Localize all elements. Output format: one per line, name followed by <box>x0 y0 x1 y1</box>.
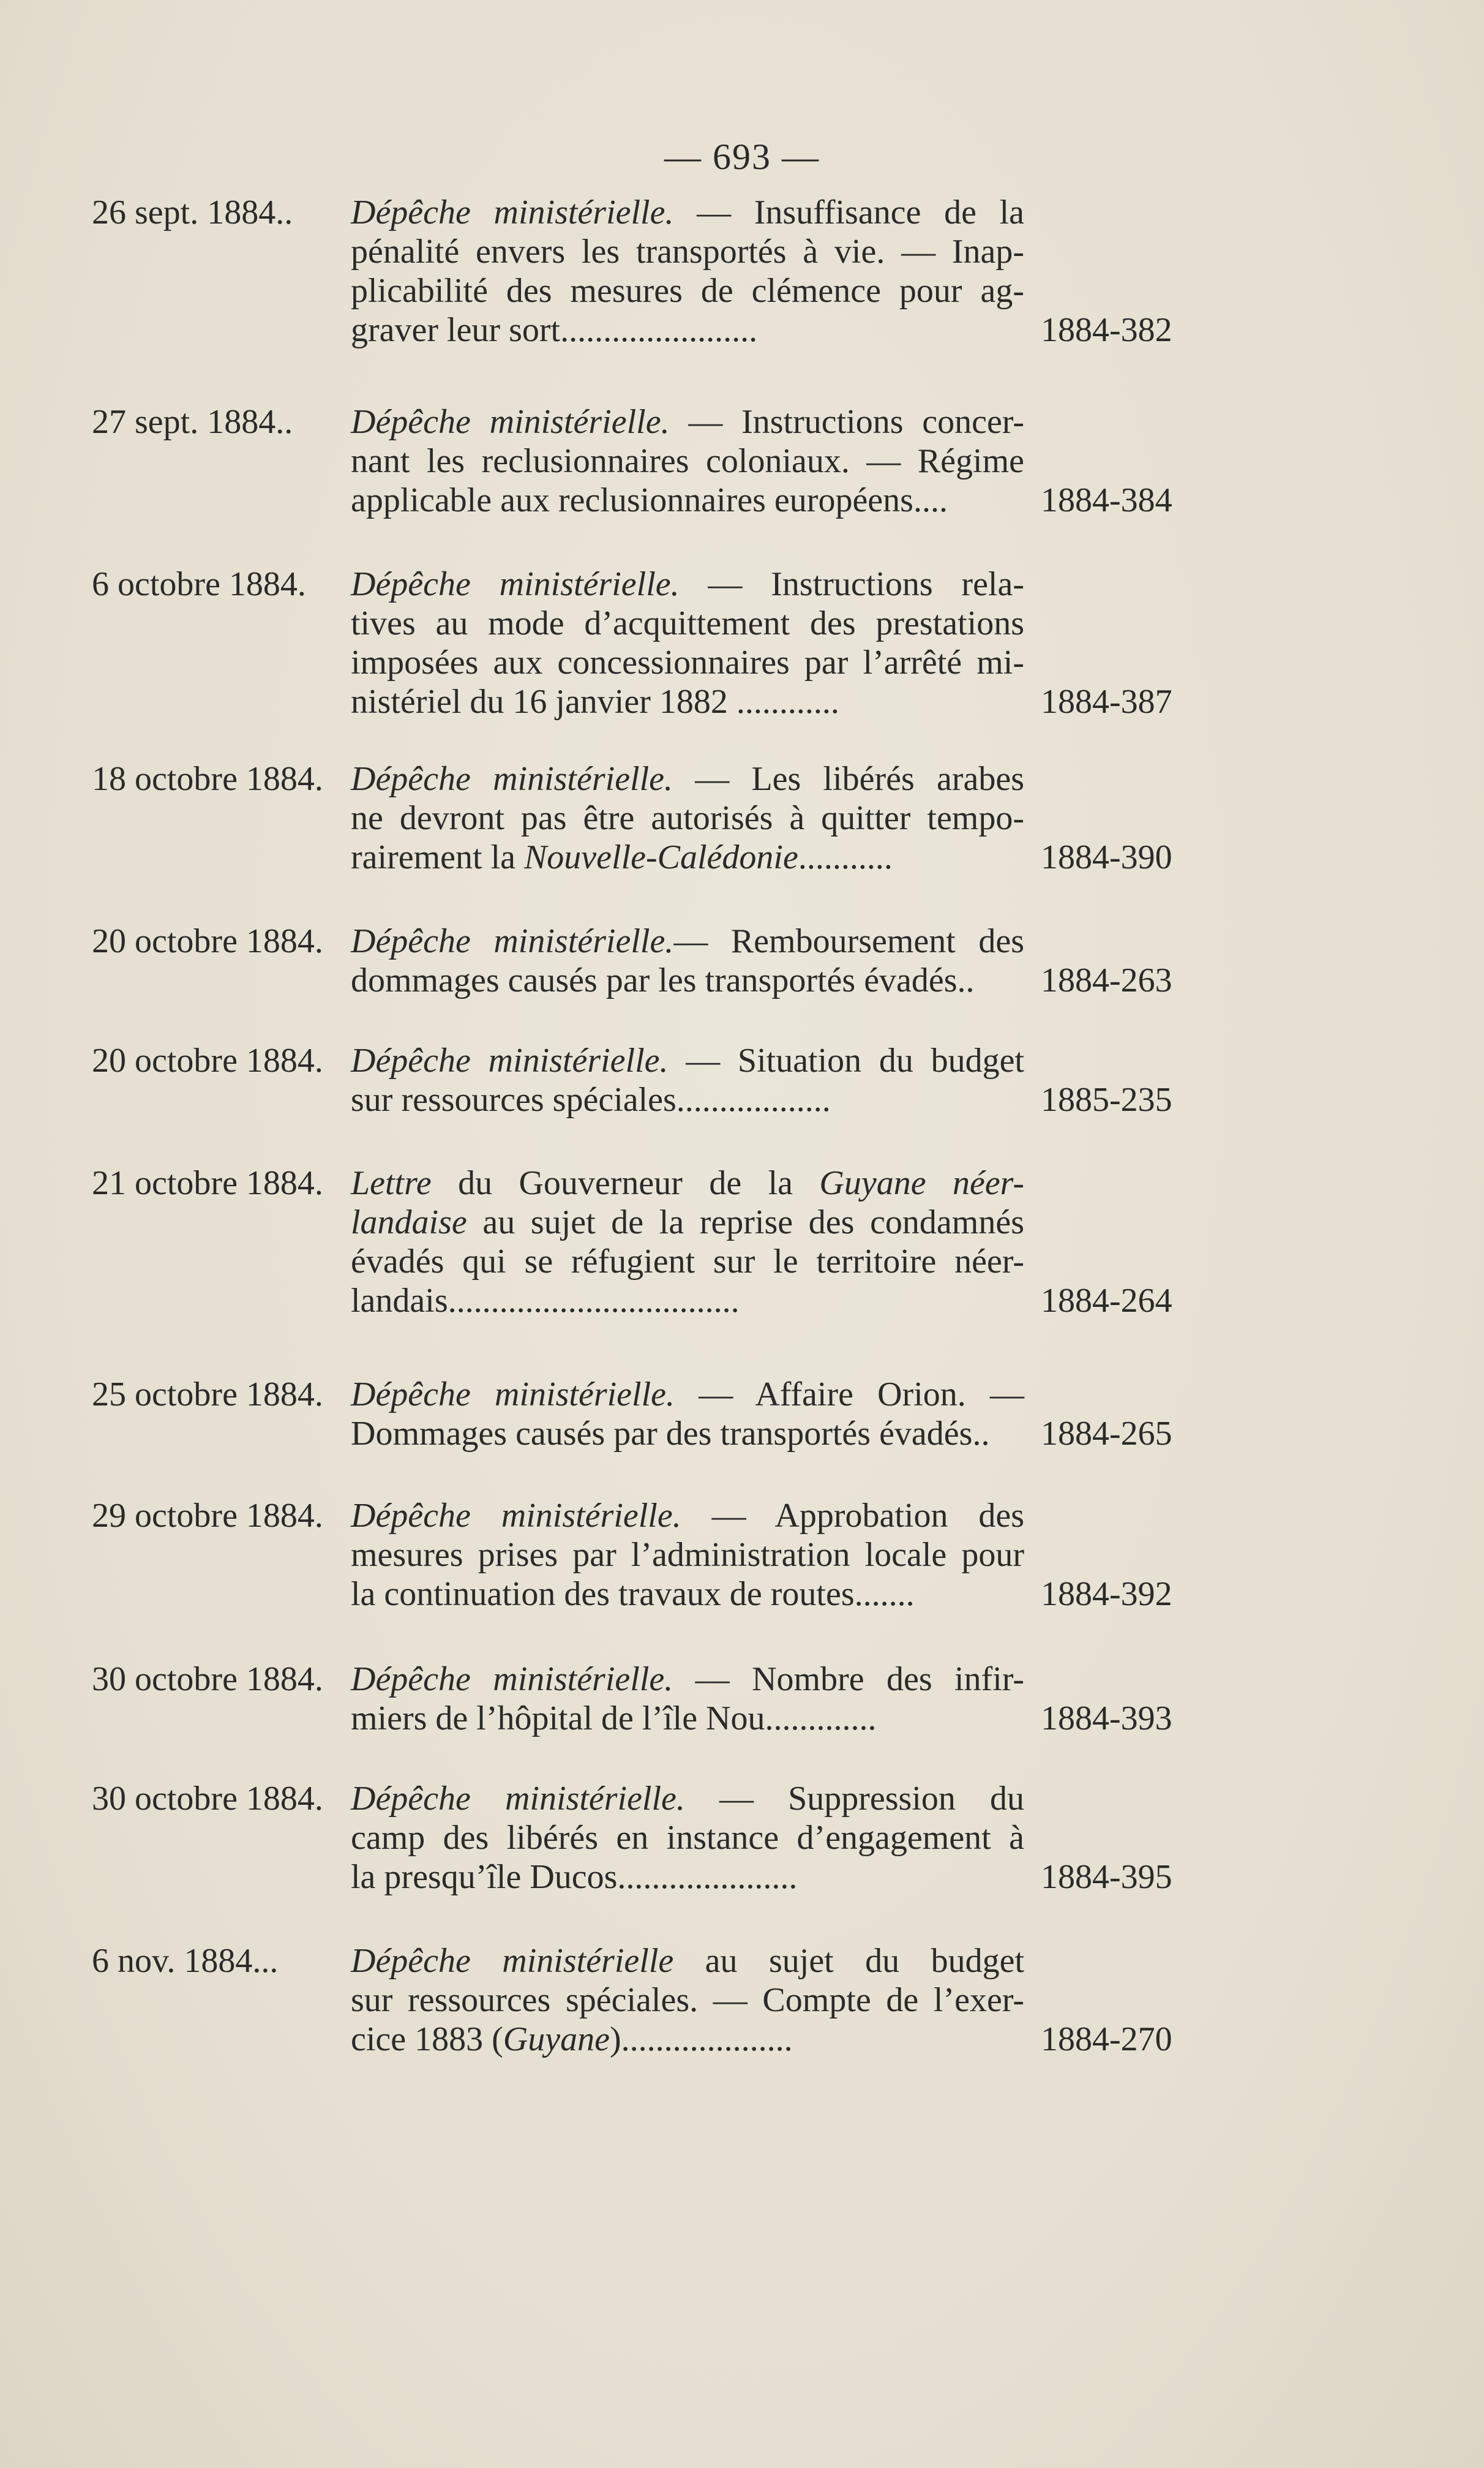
entry-line <box>351 1203 1024 1242</box>
italic-text: landaise <box>351 1203 467 1241</box>
entry-line <box>351 310 1024 350</box>
entry-description <box>351 1375 1024 1453</box>
entry-reference: 1884-382 <box>1041 311 1172 349</box>
entry-reference: 1884-263 <box>1041 961 1172 999</box>
entry-line <box>351 1660 1024 1699</box>
entry-date: 20 octobre 1884. <box>92 922 323 960</box>
entry-date: 26 sept. 1884.. <box>92 194 293 231</box>
text: mesures prises par l’administration locale pour <box>351 1536 1024 1574</box>
entry-line <box>351 2020 1024 2059</box>
entry-description <box>351 1779 1024 1897</box>
text: la presqu’île Ducos..................... <box>351 1858 798 1896</box>
entry-line <box>351 1857 1024 1897</box>
text: miers de l’hôpital de l’île Nou............. <box>351 1699 877 1737</box>
italic-text: Dépêche ministérielle. <box>351 1497 681 1535</box>
entry-line <box>351 1080 1024 1119</box>
entry-reference: 1884-264 <box>1041 1282 1172 1320</box>
entry-line <box>351 1242 1024 1281</box>
italic-text: Dépêche ministérielle. <box>351 403 670 441</box>
entry-line <box>351 232 1024 271</box>
entry-line <box>351 402 1024 442</box>
text: plicabilité des mesures de clémence pour ag- <box>351 272 1024 310</box>
entry-date: 25 octobre 1884. <box>92 1375 323 1413</box>
entry-line <box>351 961 1024 1000</box>
entry-line <box>351 1041 1024 1080</box>
entry-line <box>351 759 1024 799</box>
entry-reference: 1884-390 <box>1041 838 1172 876</box>
text: graver leur sort....................... <box>351 311 758 349</box>
text: cice 1883 ( <box>351 2020 503 2058</box>
italic-text: Dépêche ministérielle. <box>351 760 673 798</box>
page-number: — 693 — <box>664 137 820 177</box>
italic-text: Nouvelle-Calédonie <box>523 838 798 876</box>
text: tives au mode d’acquittement des prestations <box>351 604 1024 642</box>
text: ).................... <box>609 2020 793 2058</box>
entry-description <box>351 402 1024 520</box>
italic-text: Dépêche ministérielle. <box>351 194 674 231</box>
text: évadés qui se réfugient sur le territoire néer- <box>351 1243 1024 1281</box>
text: camp des libérés en instance d’engagement à <box>351 1819 1024 1857</box>
entry-description <box>351 1941 1024 2059</box>
text: — Suppression du <box>684 1780 1024 1818</box>
text: — Approbation des <box>681 1497 1024 1535</box>
text: landais.................................. <box>351 1282 740 1320</box>
italic-text: Dépêche ministérielle. <box>351 922 674 960</box>
text: ne devront pas être autorisés à quitter tempo- <box>351 799 1024 837</box>
entry-description <box>351 565 1024 721</box>
text: — Instructions concer- <box>669 403 1025 441</box>
entry-reference: 1884-395 <box>1041 1858 1172 1896</box>
entry-date: 21 octobre 1884. <box>92 1164 323 1202</box>
entry-line <box>351 1574 1024 1614</box>
entry-line <box>351 799 1024 838</box>
text: sur ressources spéciales. — Compte de l’exer- <box>351 1981 1024 2019</box>
text: — Instructions rela- <box>679 565 1024 603</box>
entry-reference: 1884-270 <box>1041 2020 1172 2058</box>
text: la continuation des travaux de routes....... <box>351 1575 915 1613</box>
text: au sujet du budget <box>673 1942 1024 1980</box>
entry-description <box>351 1164 1024 1320</box>
entry-reference: 1884-393 <box>1041 1699 1172 1737</box>
italic-text: Dépêche ministérielle. <box>351 1042 669 1080</box>
entry-description <box>351 1041 1024 1119</box>
entry-reference: 1884-265 <box>1041 1415 1172 1453</box>
text: — Situation du budget <box>668 1042 1024 1080</box>
entry-line <box>351 1375 1024 1414</box>
entry-line <box>351 1164 1024 1203</box>
entry-line <box>351 193 1024 232</box>
entry-line <box>351 271 1024 310</box>
text: nistériel du 16 janvier 1882 ............ <box>351 683 839 721</box>
entry-date: 30 octobre 1884. <box>92 1780 323 1818</box>
entry-line <box>351 442 1024 481</box>
entry-description <box>351 193 1024 350</box>
text: — Remboursement des <box>673 922 1024 960</box>
text: nant les reclusionnaires coloniaux. — Régime <box>351 442 1024 480</box>
entry-date: 20 octobre 1884. <box>92 1042 323 1080</box>
entry-description <box>351 922 1024 1000</box>
entry-date: 18 octobre 1884. <box>92 760 323 798</box>
entry-line <box>351 1281 1024 1320</box>
text: — Affaire Orion. — <box>675 1375 1025 1413</box>
entry-description <box>351 1660 1024 1738</box>
italic-text: Guyane néer- <box>819 1164 1025 1202</box>
text: — Insuffisance de la <box>673 194 1024 231</box>
entry-line <box>351 481 1024 520</box>
entry-reference: 1884-392 <box>1041 1575 1172 1613</box>
entry-line <box>351 838 1024 877</box>
text: rairement la <box>351 838 524 876</box>
text: sur ressources spéciales.................. <box>351 1081 831 1119</box>
text: au sujet de la reprise des condamnés <box>467 1203 1024 1241</box>
entry-line <box>351 682 1024 721</box>
entry-line <box>351 1496 1024 1535</box>
text: du Gouverneur de la <box>431 1164 820 1202</box>
italic-text: Guyane <box>503 2020 610 2058</box>
text: ........... <box>798 838 893 876</box>
text: dommages causés par les transportés évadés.. <box>351 961 975 999</box>
text: applicable aux reclusionnaires européens.... <box>351 481 948 519</box>
entry-date: 6 octobre 1884. <box>92 565 306 603</box>
entry-line <box>351 1981 1024 2020</box>
entry-description <box>351 1496 1024 1614</box>
entry-line <box>351 1699 1024 1738</box>
entry-line <box>351 1779 1024 1818</box>
entry-description <box>351 759 1024 877</box>
italic-text: Lettre <box>351 1164 432 1202</box>
entry-line <box>351 643 1024 682</box>
entry-line <box>351 604 1024 643</box>
entry-line <box>351 1535 1024 1574</box>
italic-text: Dépêche ministérielle. <box>351 1375 675 1413</box>
text: Dommages causés par des transportés évadés.. <box>351 1415 990 1453</box>
entry-line <box>351 565 1024 604</box>
italic-text: Dépêche ministérielle. <box>351 1780 685 1818</box>
entry-line <box>351 1818 1024 1857</box>
entry-date: 6 nov. 1884... <box>92 1942 279 1980</box>
text: pénalité envers les transportés à vie. — Inap- <box>351 233 1024 271</box>
text: imposées aux concessionnaires par l’arrêté mi- <box>351 644 1024 682</box>
italic-text: Dépêche ministérielle. <box>351 1660 673 1698</box>
italic-text: Dépêche ministérielle <box>351 1942 674 1980</box>
entry-date: 29 octobre 1884. <box>92 1497 323 1535</box>
entry-reference: 1884-384 <box>1041 481 1172 519</box>
entry-line <box>351 1941 1024 1981</box>
entry-reference: 1885-235 <box>1041 1081 1172 1119</box>
text: — Nombre des infir- <box>673 1660 1025 1698</box>
entry-date: 30 octobre 1884. <box>92 1660 323 1698</box>
italic-text: Dépêche ministérielle. <box>351 565 680 603</box>
entry-line <box>351 922 1024 961</box>
entry-line <box>351 1414 1024 1453</box>
text: — Les libérés arabes <box>673 760 1025 798</box>
entry-date: 27 sept. 1884.. <box>92 403 293 441</box>
entry-reference: 1884-387 <box>1041 683 1172 721</box>
